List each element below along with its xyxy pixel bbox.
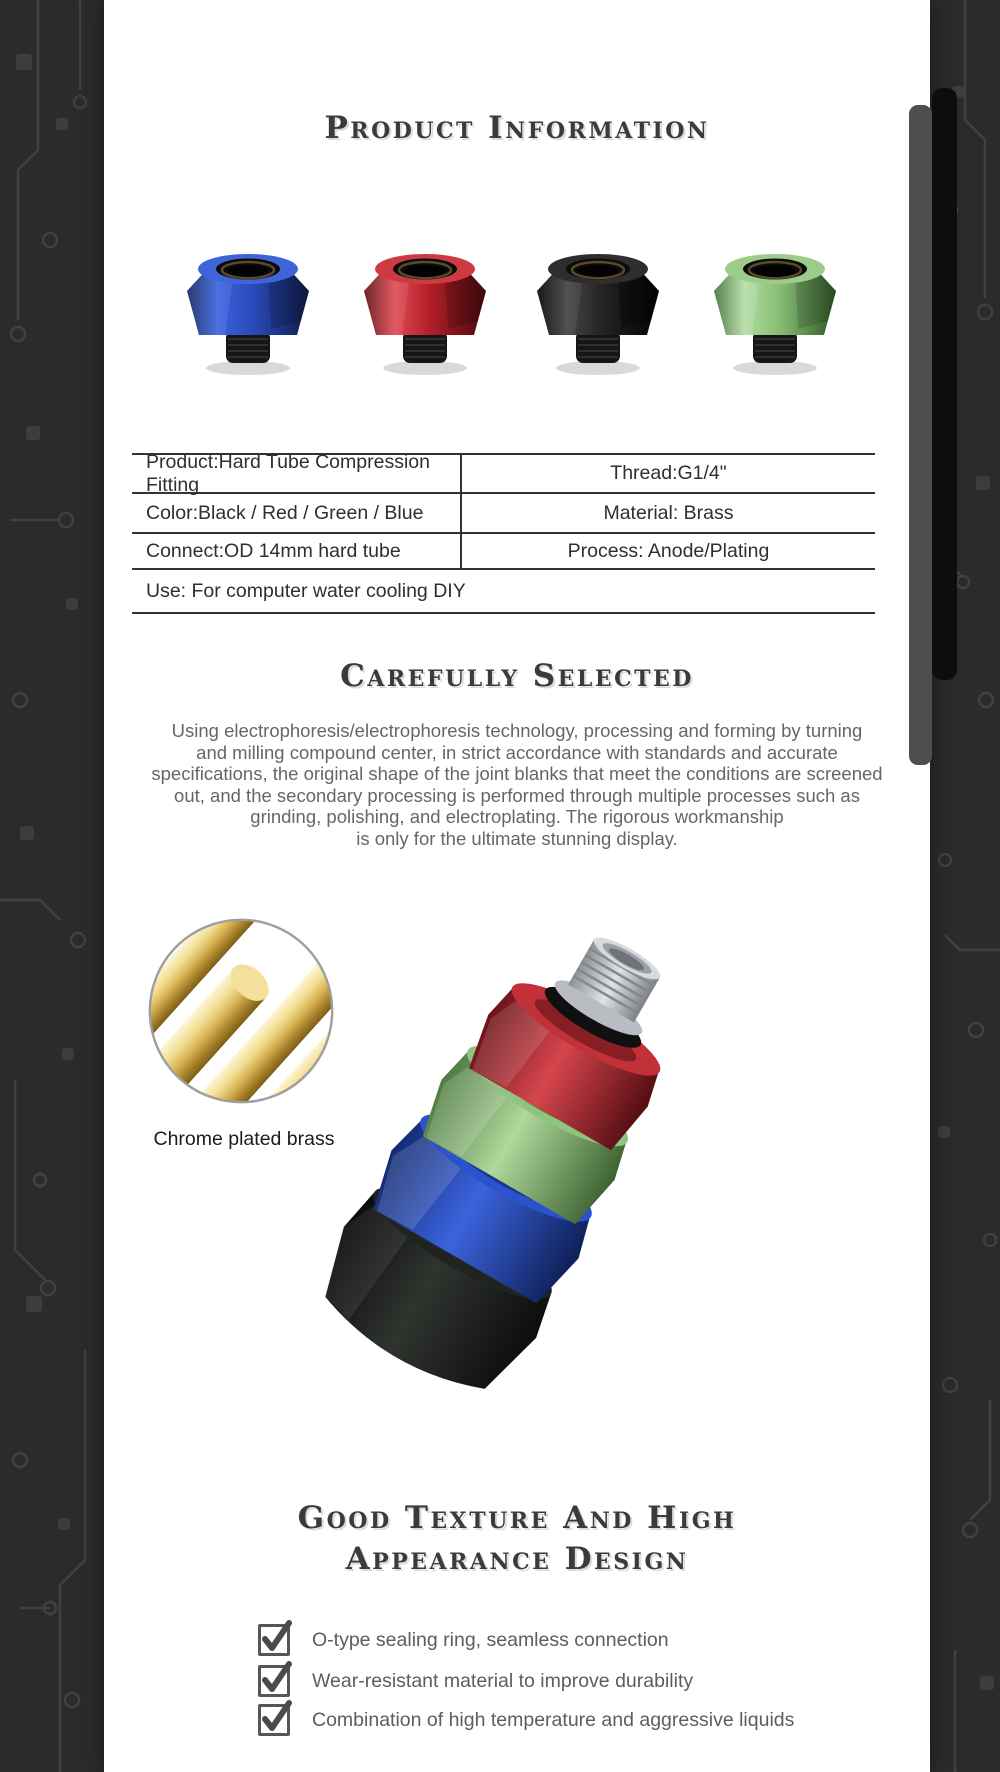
scrollbar-track	[932, 88, 957, 680]
brass-caption: Chrome plated brass	[153, 1128, 335, 1150]
fitting-photo-blue	[173, 233, 323, 383]
paragraph-line: Using electrophoresis/electrophoresis technology, processing and forming by turning	[171, 720, 863, 741]
feature-label: O-type sealing ring, seamless connection	[312, 1628, 669, 1651]
feature-item	[258, 1704, 794, 1736]
table-row	[132, 492, 875, 532]
feature-item	[258, 1624, 669, 1656]
checkmark-icon	[258, 1704, 290, 1736]
section-heading-product-information: Product Information	[324, 110, 710, 146]
feature-item	[258, 1665, 693, 1697]
spec-use: Use: For computer water cooling DIY	[146, 579, 466, 602]
spec-material: Material: Brass	[603, 501, 734, 524]
spec-table	[132, 450, 875, 614]
paragraph-line: is only for the ultimate stunning display.	[356, 827, 678, 849]
spec-thread: Thread:G1/4"	[610, 462, 727, 484]
paragraph-line: grinding, polishing, and electroplating. The rigorous workmanship	[250, 806, 784, 827]
fitting-photo-red	[350, 233, 500, 383]
heading-line: Good Texture And High	[297, 1500, 737, 1536]
checkmark-icon	[258, 1624, 290, 1656]
description-paragraph	[104, 720, 930, 849]
paragraph-line: out, and the secondary processing is performed through multiple processes such as	[174, 784, 860, 806]
table-row	[132, 450, 875, 496]
heading-line: Appearance Design	[345, 1541, 689, 1577]
paragraph-line: specifications, the original shape of the joint blanks that meet the conditions are screened	[151, 763, 883, 784]
spec-color: Color:Black / Red / Green / Blue	[132, 494, 462, 532]
spec-connect: Connect:OD 14mm hard tube	[132, 534, 462, 568]
stacked-fittings-photo	[276, 898, 736, 1438]
fitting-photo-green	[700, 233, 850, 383]
content-panel	[104, 0, 930, 1772]
section-heading-carefully-selected: Carefully Selected	[340, 658, 694, 694]
fitting-photo-black	[523, 233, 673, 383]
section-heading-good-texture	[104, 1498, 930, 1580]
checkmark-icon	[258, 1665, 290, 1697]
feature-label: Wear-resistant material to improve durability	[312, 1669, 694, 1692]
scrollbar-thumb[interactable]	[909, 105, 932, 765]
spec-process: Process: Anode/Plating	[567, 539, 770, 562]
spec-product: Product:Hard Tube Compression Fitting	[132, 455, 462, 492]
table-row	[132, 532, 875, 568]
feature-label: Combination of high temperature and aggressive liquids	[312, 1708, 795, 1731]
table-row	[132, 568, 875, 614]
paragraph-line: and milling compound center, in strict accordance with standards and accurate	[196, 741, 838, 763]
